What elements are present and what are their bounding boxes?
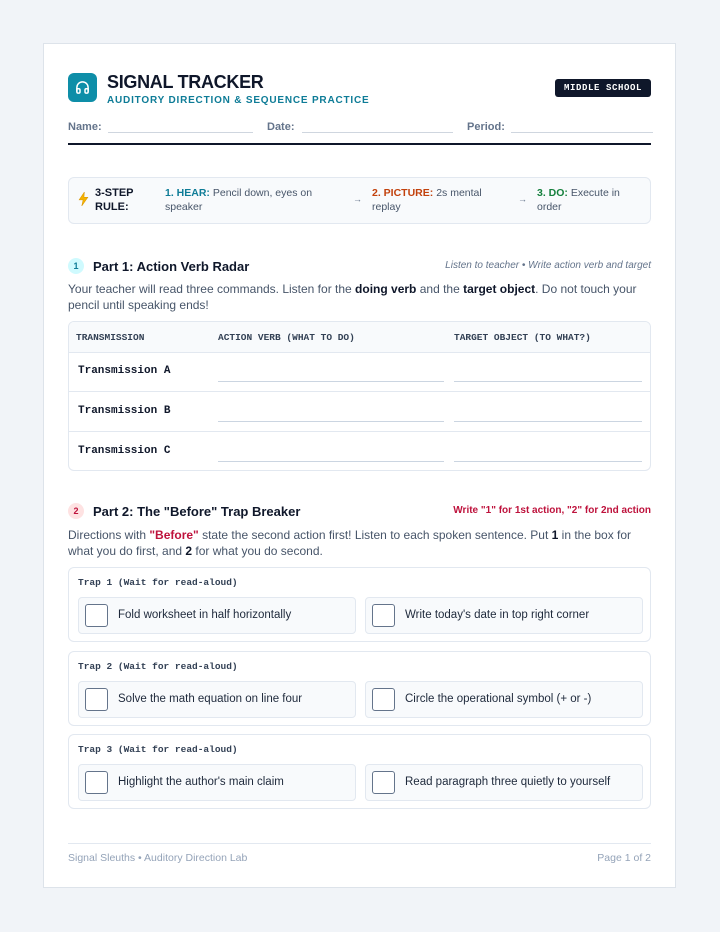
rule-step-picture (372, 186, 490, 214)
trap-card (68, 734, 651, 809)
order-checkbox[interactable] (85, 688, 108, 711)
part2-number-badge: 2 (68, 503, 84, 519)
rule-step-do-key: 3. DO: (537, 187, 568, 199)
trap-option (365, 764, 643, 801)
column-header-target-object: TARGET OBJECT (TO WHAT?) (454, 332, 591, 343)
rule-label-line2: RULE: (95, 201, 129, 213)
rule-step-picture-text: 2s mental replay (372, 187, 482, 213)
name-field[interactable] (108, 132, 253, 133)
transmission-label: Transmission B (78, 405, 171, 417)
name-label: Name: (68, 121, 102, 133)
action-verb-answer-line[interactable] (218, 461, 444, 462)
trap-option-text: Circle the operational symbol (+ or -) (405, 693, 592, 705)
rule-label (95, 186, 134, 214)
table-header (69, 322, 650, 353)
rule-step-hear (165, 186, 315, 214)
part2-instr-text: in the box for what you do first, and (68, 528, 632, 558)
order-checkbox[interactable] (372, 688, 395, 711)
arrow-icon: → (518, 194, 527, 204)
period-label: Period: (467, 121, 505, 133)
trap-label: Trap 2 (Wait for read-aloud) (78, 661, 238, 672)
rule-label-line1: 3-STEP (95, 187, 134, 199)
trap-card (68, 567, 651, 642)
trap-option (365, 597, 643, 634)
part2-instr-text: Directions with (68, 528, 150, 542)
action-verb-answer-line[interactable] (218, 421, 444, 422)
headphones-icon (68, 73, 97, 102)
part1-instructions (68, 281, 648, 313)
target-object-answer-line[interactable] (454, 461, 642, 462)
target-object-answer-line[interactable] (454, 421, 642, 422)
order-checkbox[interactable] (372, 604, 395, 627)
part2-title: Part 2: The "Before" Trap Breaker (93, 504, 301, 519)
grade-level-badge: MIDDLE SCHOOL (555, 79, 651, 97)
lightning-icon (78, 192, 89, 211)
part2-instr-text: for what you do second. (192, 544, 323, 558)
arrow-icon: → (353, 194, 362, 204)
part2-instr-emphasis-2: 2 (185, 544, 193, 558)
date-field[interactable] (302, 132, 453, 133)
header-divider (68, 143, 651, 145)
footer-divider (68, 843, 651, 844)
trap-option-text: Fold worksheet in half horizontally (118, 609, 292, 621)
transmission-label: Transmission C (78, 445, 171, 457)
date-label: Date: (267, 121, 295, 133)
part2-instr-emphasis-1: 1 (551, 528, 559, 542)
trap-label: Trap 3 (Wait for read-aloud) (78, 744, 238, 755)
worksheet-title: SIGNAL TRACKER (107, 72, 264, 92)
table-row (69, 392, 650, 432)
part1-instr-text: . Do not touch your pencil until speaking ends! (68, 282, 637, 312)
worksheet-subtitle: AUDITORY DIRECTION & SEQUENCE PRACTICE (107, 95, 370, 106)
trap-option (78, 681, 356, 718)
rule-step-picture-key: 2. PICTURE: (372, 187, 434, 199)
page-number: Page 1 of 2 (597, 852, 651, 864)
part2-hint: Write "1" for 1st action, "2" for 2nd action (453, 505, 651, 516)
trap-option-text: Highlight the author's main claim (118, 776, 284, 788)
part2-instructions (68, 527, 653, 559)
worksheet-page (43, 43, 676, 888)
trap-option-text: Read paragraph three quietly to yourself (405, 776, 611, 788)
three-step-rule-box (68, 177, 651, 224)
target-object-answer-line[interactable] (454, 381, 642, 382)
column-header-transmission: TRANSMISSION (76, 332, 145, 343)
column-header-action-verb: ACTION VERB (WHAT TO DO) (218, 332, 355, 343)
rule-step-hear-text: Pencil down, eyes on speaker (165, 187, 313, 213)
part2-instr-before-keyword: "Before" (149, 528, 199, 542)
order-checkbox[interactable] (85, 604, 108, 627)
table-row (69, 352, 650, 392)
trap-option-text: Solve the math equation on line four (118, 693, 303, 705)
rule-step-do-text: Execute in order (537, 187, 620, 213)
part1-instr-text: and the (416, 282, 464, 296)
footer-left-text: Signal Sleuths • Auditory Direction Lab (68, 852, 248, 864)
rule-step-hear-key: 1. HEAR: (165, 187, 210, 199)
transmission-label: Transmission A (78, 365, 171, 377)
trap-option-text: Write today's date in top right corner (405, 609, 590, 621)
table-row (69, 432, 650, 471)
part1-instr-emphasis-object: target object (463, 282, 536, 296)
action-verb-answer-line[interactable] (218, 381, 444, 382)
trap-option (78, 764, 356, 801)
action-verb-table (68, 321, 651, 471)
order-checkbox[interactable] (372, 771, 395, 794)
part1-instr-text: Your teacher will read three commands. Listen for the (68, 282, 356, 296)
part2-instr-text: state the second action first! Listen to each spoken sentence. Put (198, 528, 552, 542)
rule-step-do (537, 186, 629, 214)
part1-number-badge: 1 (68, 258, 84, 274)
trap-option (78, 597, 356, 634)
period-field[interactable] (511, 132, 653, 133)
trap-card (68, 651, 651, 726)
trap-label: Trap 1 (Wait for read-aloud) (78, 577, 238, 588)
order-checkbox[interactable] (85, 771, 108, 794)
part1-title: Part 1: Action Verb Radar (93, 259, 250, 274)
trap-option (365, 681, 643, 718)
part1-hint: Listen to teacher • Write action verb and target (445, 260, 651, 271)
part1-instr-emphasis-verb: doing verb (355, 282, 417, 296)
